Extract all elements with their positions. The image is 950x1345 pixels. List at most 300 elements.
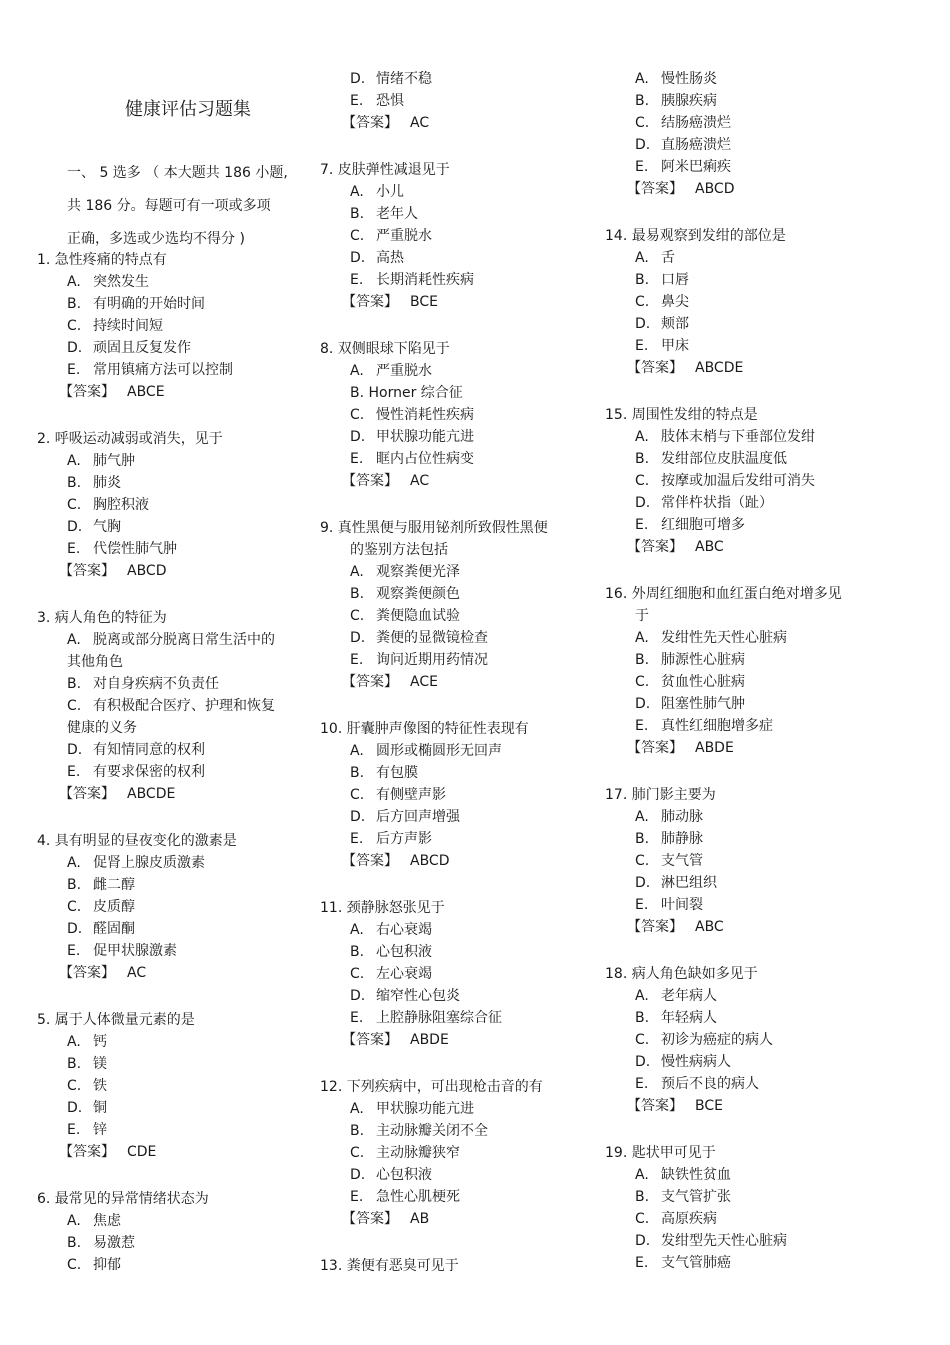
option-row xyxy=(635,694,745,714)
option-letter: D. xyxy=(635,316,651,332)
option-letter: C. xyxy=(635,674,650,690)
option-text: 有积极配合医疗、护理和恢复 xyxy=(93,698,275,714)
question-stem: 1. 急性疼痛的特点有 xyxy=(37,252,167,268)
option-text: 小儿 xyxy=(376,184,404,200)
option-letter: C. xyxy=(635,1032,650,1048)
option-row xyxy=(635,672,745,692)
option-text: 直肠癌溃烂 xyxy=(661,137,731,153)
option-text: 鼻尖 xyxy=(661,294,689,310)
option-text: 甲状腺功能亢进 xyxy=(376,1101,474,1117)
option-letter: D. xyxy=(67,340,83,356)
option-letter: A. xyxy=(350,363,364,379)
option-row xyxy=(67,316,163,336)
option-letter: B. xyxy=(67,1056,82,1072)
answer-row xyxy=(627,917,724,937)
option-text: 观察粪便颜色 xyxy=(376,586,460,602)
option-text: 预后不良的病人 xyxy=(661,1076,759,1092)
option-text: 代偿性肺气肿 xyxy=(93,541,177,557)
answer-tag: 【答案】 xyxy=(59,965,115,981)
option-row xyxy=(635,650,745,670)
option-row xyxy=(635,986,717,1006)
option-row xyxy=(635,1030,773,1050)
option-letter: A. xyxy=(635,71,649,87)
option-row xyxy=(350,584,460,604)
answer-value: ABDE xyxy=(695,740,734,756)
option-text: 抑郁 xyxy=(93,1257,121,1273)
option-text: 粪便的显微镜检查 xyxy=(376,630,488,646)
option-letter: E. xyxy=(67,362,81,378)
option-text: 肺源性心脏病 xyxy=(661,652,745,668)
section-header-line-1: 一、 5 选多 （ 本大题共 186 小题, xyxy=(67,165,288,181)
answer-value: AC xyxy=(410,473,430,489)
option-letter: E. xyxy=(350,93,364,109)
answer-tag: 【答案】 xyxy=(342,1211,398,1227)
option-row xyxy=(635,248,675,268)
option-letter: A. xyxy=(635,809,649,825)
answer-row xyxy=(59,1142,156,1162)
option-text: 急性心肌梗死 xyxy=(376,1189,460,1205)
option-text: 严重脱水 xyxy=(376,363,432,379)
option-text: 醛固酮 xyxy=(93,921,135,937)
option-row xyxy=(635,493,773,513)
option-row xyxy=(67,473,121,493)
option-text: 主动脉瓣狭窄 xyxy=(376,1145,460,1161)
answer-value: ABCE xyxy=(127,384,165,400)
option-text: 有侧壁声影 xyxy=(376,787,446,803)
option-text: 镁 xyxy=(93,1056,107,1072)
option-row xyxy=(350,361,432,381)
option-letter: E. xyxy=(635,159,649,175)
answer-value: BCE xyxy=(695,1098,723,1114)
option-row xyxy=(350,405,474,425)
option-row xyxy=(67,1211,121,1231)
answer-tag: 【答案】 xyxy=(342,674,398,690)
page-title: 健康评估习题集 xyxy=(125,99,251,120)
option-row xyxy=(67,853,205,873)
option-row xyxy=(350,226,432,246)
option-letter: D. xyxy=(350,429,366,445)
option-text: 发绀部位皮肤温度低 xyxy=(661,451,787,467)
option-letter: C. xyxy=(350,228,365,244)
option-row xyxy=(635,716,773,736)
answer-row xyxy=(342,1030,449,1050)
option-row xyxy=(635,449,787,469)
question-stem: 19. 匙状甲可见于 xyxy=(605,1145,716,1161)
option-row xyxy=(635,895,703,915)
answer-tag: 【答案】 xyxy=(627,1098,683,1114)
option-text: 焦虑 xyxy=(93,1213,121,1229)
option-text: 肺气肿 xyxy=(93,453,135,469)
question-stem: 18. 病人角色缺如多见于 xyxy=(605,966,758,982)
option-text: 右心衰竭 xyxy=(376,922,432,938)
option-text: 发绀性先天性心脏病 xyxy=(661,630,787,646)
option-row xyxy=(350,1008,502,1028)
option-row xyxy=(67,1032,107,1052)
option-text: 初诊为癌症的病人 xyxy=(661,1032,773,1048)
option-text: 慢性肠炎 xyxy=(661,71,717,87)
option-row xyxy=(350,829,432,849)
option-letter: C. xyxy=(635,115,650,131)
option-letter: E. xyxy=(635,1076,649,1092)
option-row xyxy=(635,807,703,827)
option-row xyxy=(67,652,123,672)
option-text: 支气管肺癌 xyxy=(661,1255,731,1271)
option-text: 后方回声增强 xyxy=(376,809,460,825)
answer-tag: 【答案】 xyxy=(59,384,115,400)
option-row xyxy=(635,515,745,535)
option-row xyxy=(67,360,233,380)
option-text: 慢性病病人 xyxy=(661,1054,731,1070)
option-text: 上腔静脉阻塞综合征 xyxy=(376,1010,502,1026)
option-row xyxy=(67,451,135,471)
option-row xyxy=(350,986,460,1006)
option-text: 锌 xyxy=(93,1122,107,1138)
option-letter: D. xyxy=(350,809,366,825)
option-letter: B. xyxy=(67,1235,82,1251)
option-row xyxy=(67,1098,107,1118)
option-text: 年轻病人 xyxy=(661,1010,717,1026)
option-row xyxy=(635,471,815,491)
answer-row xyxy=(342,851,450,871)
answer-tag: 【答案】 xyxy=(342,115,398,131)
option-letter: B. xyxy=(635,1010,650,1026)
option-letter: C. xyxy=(635,294,650,310)
option-letter: E. xyxy=(67,1122,81,1138)
option-text: 支气管扩张 xyxy=(661,1189,731,1205)
question-stem: 15. 周围性发绀的特点是 xyxy=(605,407,758,423)
option-text: 钙 xyxy=(93,1034,107,1050)
option-row xyxy=(67,875,135,895)
option-letter: A. xyxy=(635,429,649,445)
option-text: 促甲状腺激素 xyxy=(93,943,177,959)
option-row xyxy=(350,383,463,403)
option-letter: C. xyxy=(67,698,82,714)
option-text: 颊部 xyxy=(661,316,689,332)
option-row xyxy=(350,1099,474,1119)
option-letter: D. xyxy=(350,1167,366,1183)
option-row xyxy=(350,1187,460,1207)
option-letter: B. xyxy=(350,765,365,781)
answer-value: BCE xyxy=(410,294,438,310)
option-row xyxy=(350,1165,432,1185)
option-letter: C. xyxy=(350,1145,365,1161)
option-text: B. Horner 综合征 xyxy=(350,385,463,401)
option-row xyxy=(350,449,474,469)
option-text: 主动脉瓣关闭不全 xyxy=(376,1123,488,1139)
option-row xyxy=(67,718,137,738)
option-letter: B. xyxy=(635,272,650,288)
question-stem: 6. 最常见的异常情绪状态为 xyxy=(37,1191,209,1207)
option-text: 肺动脉 xyxy=(661,809,703,825)
answer-tag: 【答案】 xyxy=(342,473,398,489)
answer-value: ABCDE xyxy=(695,360,744,376)
option-row xyxy=(350,270,474,290)
option-row xyxy=(635,157,731,177)
option-letter: A. xyxy=(635,988,649,1004)
option-row xyxy=(350,628,488,648)
option-row xyxy=(67,1120,107,1140)
option-row xyxy=(635,829,703,849)
option-row xyxy=(635,628,787,648)
option-text: 支气管 xyxy=(661,853,703,869)
option-letter: B. xyxy=(67,877,82,893)
option-row xyxy=(67,338,191,358)
option-letter: C. xyxy=(635,853,650,869)
option-letter: E. xyxy=(635,1255,649,1271)
option-row xyxy=(635,91,717,111)
answer-tag: 【答案】 xyxy=(59,563,115,579)
option-letter: E. xyxy=(350,1010,364,1026)
option-letter: D. xyxy=(635,495,651,511)
option-row xyxy=(350,942,432,962)
question-stem: 14. 最易观察到发绀的部位是 xyxy=(605,228,786,244)
option-letter: A. xyxy=(350,922,364,938)
option-letter: E. xyxy=(67,943,81,959)
option-row xyxy=(67,272,149,292)
section-header-line-2: 共 186 分。每题可有一项或多项 xyxy=(67,198,271,214)
option-letter: E. xyxy=(350,652,364,668)
option-text: 脱离或部分脱离日常生活中的 xyxy=(93,632,275,648)
option-text: 雌二醇 xyxy=(93,877,135,893)
option-text: 情绪不稳 xyxy=(376,71,432,87)
answer-value: CDE xyxy=(127,1144,157,1160)
option-row xyxy=(635,1165,731,1185)
answer-value: ABC xyxy=(695,539,724,555)
option-text: 红细胞可增多 xyxy=(661,517,745,533)
option-letter: A. xyxy=(635,1167,649,1183)
option-row xyxy=(67,740,205,760)
option-row xyxy=(67,495,149,515)
option-text: 询问近期用药情况 xyxy=(376,652,488,668)
answer-row xyxy=(627,537,724,557)
option-letter: A. xyxy=(350,184,364,200)
option-text: 长期消耗性疾病 xyxy=(376,272,474,288)
answer-row xyxy=(59,561,167,581)
option-letter: D. xyxy=(67,921,83,937)
option-text: 胰腺疾病 xyxy=(661,93,717,109)
option-letter: A. xyxy=(67,855,81,871)
option-text: 甲床 xyxy=(661,338,689,354)
answer-tag: 【答案】 xyxy=(627,919,683,935)
option-letter: E. xyxy=(67,541,81,557)
option-text: 后方声影 xyxy=(376,831,432,847)
option-letter: C. xyxy=(67,497,82,513)
option-text: 叶间裂 xyxy=(661,897,703,913)
answer-row xyxy=(342,113,429,133)
option-letter: B. xyxy=(635,831,650,847)
option-text: 有包膜 xyxy=(376,765,418,781)
option-letter: C. xyxy=(67,318,82,334)
option-row xyxy=(67,941,177,961)
option-row xyxy=(350,606,460,626)
answer-row xyxy=(59,784,175,804)
option-row xyxy=(350,920,432,940)
option-text: 铁 xyxy=(93,1078,107,1094)
option-letter: E. xyxy=(350,831,364,847)
option-text: 易激惹 xyxy=(93,1235,135,1251)
option-letter: D. xyxy=(635,1233,651,1249)
option-letter: B. xyxy=(67,676,82,692)
question-stem: 16. 外周红细胞和血红蛋白绝对增多见 xyxy=(605,586,842,602)
option-text: 有明确的开始时间 xyxy=(93,296,205,312)
option-text: 肺静脉 xyxy=(661,831,703,847)
option-letter: A. xyxy=(67,632,81,648)
option-row xyxy=(350,248,404,268)
option-letter: D. xyxy=(635,1054,651,1070)
option-text: 心包积液 xyxy=(376,1167,432,1183)
option-text: 常伴杵状指（趾） xyxy=(661,495,773,511)
answer-row xyxy=(627,179,735,199)
option-letter: D. xyxy=(67,742,83,758)
answer-value: AC xyxy=(127,965,147,981)
option-text: 皮质醇 xyxy=(93,899,135,915)
answer-value: ACE xyxy=(410,674,438,690)
option-letter: E. xyxy=(635,338,649,354)
option-letter: C. xyxy=(67,1257,82,1273)
option-letter: D. xyxy=(350,250,366,266)
option-letter: E. xyxy=(635,897,649,913)
option-text: 常用镇痛方法可以控制 xyxy=(93,362,233,378)
option-row xyxy=(635,135,731,155)
option-row xyxy=(635,1253,731,1273)
answer-value: ABCD xyxy=(695,181,735,197)
answer-tag: 【答案】 xyxy=(342,1032,398,1048)
answer-value: ABCD xyxy=(127,563,167,579)
option-row xyxy=(350,91,404,111)
option-letter: E. xyxy=(350,451,364,467)
question-stem: 4. 具有明显的昼夜变化的激素是 xyxy=(37,833,237,849)
answer-row xyxy=(627,738,734,758)
option-text: 发绀型先天性心脏病 xyxy=(661,1233,787,1249)
option-letter: B. xyxy=(635,1189,650,1205)
option-row xyxy=(350,763,418,783)
answer-tag: 【答案】 xyxy=(627,360,683,376)
option-letter: B. xyxy=(350,206,365,222)
option-letter: D. xyxy=(635,696,651,712)
option-row xyxy=(67,1255,121,1275)
option-row xyxy=(67,762,205,782)
answer-row xyxy=(342,672,438,692)
option-letter: A. xyxy=(67,1034,81,1050)
answer-tag: 【答案】 xyxy=(59,1144,115,1160)
option-letter: E. xyxy=(635,718,649,734)
answer-value: AB xyxy=(410,1211,430,1227)
answer-row xyxy=(342,1209,429,1229)
question-stem-cont: 于 xyxy=(635,608,649,624)
option-letter: D. xyxy=(635,875,651,891)
answer-row xyxy=(627,1096,723,1116)
option-text: 肺炎 xyxy=(93,475,121,491)
answer-row xyxy=(59,963,146,983)
option-row xyxy=(635,1008,717,1028)
option-letter: A. xyxy=(635,250,649,266)
option-text: 阻塞性肺气肿 xyxy=(661,696,745,712)
option-letter: B. xyxy=(67,475,82,491)
option-letter: B. xyxy=(350,944,365,960)
option-row xyxy=(350,650,488,670)
option-text: 老年病人 xyxy=(661,988,717,1004)
option-letter: A. xyxy=(635,630,649,646)
option-row xyxy=(350,807,460,827)
option-letter: C. xyxy=(350,608,365,624)
option-row xyxy=(635,292,689,312)
option-text: 甲状腺功能亢进 xyxy=(376,429,474,445)
option-text: 慢性消耗性疾病 xyxy=(376,407,474,423)
option-letter: D. xyxy=(67,519,83,535)
option-row xyxy=(350,741,502,761)
option-row xyxy=(67,1076,107,1096)
answer-row xyxy=(342,292,438,312)
answer-tag: 【答案】 xyxy=(342,294,398,310)
option-text: 眶内占位性病变 xyxy=(376,451,474,467)
option-text: 观察粪便光泽 xyxy=(376,564,460,580)
option-text: 缩窄性心包炎 xyxy=(376,988,460,1004)
option-row xyxy=(350,964,432,984)
option-letter: B. xyxy=(635,652,650,668)
question-stem: 5. 属于人体微量元素的是 xyxy=(37,1012,195,1028)
option-text: 有要求保密的权利 xyxy=(93,764,205,780)
option-row xyxy=(67,517,121,537)
answer-tag: 【答案】 xyxy=(342,853,398,869)
option-text: 高原疾病 xyxy=(661,1211,717,1227)
option-letter: C. xyxy=(67,899,82,915)
option-text: 持续时间短 xyxy=(93,318,163,334)
option-text: 心包积液 xyxy=(376,944,432,960)
option-row xyxy=(635,1209,717,1229)
option-text: 高热 xyxy=(376,250,404,266)
option-text: 其他角色 xyxy=(67,654,123,670)
option-text: 气胸 xyxy=(93,519,121,535)
option-letter: E. xyxy=(350,272,364,288)
option-text: 突然发生 xyxy=(93,274,149,290)
option-text: 淋巴组织 xyxy=(661,875,717,891)
question-stem: 9. 真性黑便与服用铋剂所致假性黑便 xyxy=(320,520,548,536)
option-row xyxy=(350,427,474,447)
option-letter: C. xyxy=(67,1078,82,1094)
option-row xyxy=(67,696,275,716)
option-letter: C. xyxy=(635,473,650,489)
option-text: 真性红细胞增多症 xyxy=(661,718,773,734)
option-letter: C. xyxy=(635,1211,650,1227)
option-row xyxy=(635,69,717,89)
answer-tag: 【答案】 xyxy=(627,181,683,197)
option-letter: C. xyxy=(350,966,365,982)
option-row xyxy=(635,1231,787,1251)
option-row xyxy=(350,785,446,805)
answer-row xyxy=(627,358,743,378)
answer-tag: 【答案】 xyxy=(627,539,683,555)
question-stem: 8. 双侧眼球下陷见于 xyxy=(320,341,450,357)
option-letter: A. xyxy=(350,1101,364,1117)
option-letter: E. xyxy=(350,1189,364,1205)
option-letter: A. xyxy=(67,274,81,290)
answer-value: ABDE xyxy=(410,1032,449,1048)
question-stem-cont: 的鉴别方法包括 xyxy=(350,542,448,558)
option-row xyxy=(635,1074,759,1094)
option-letter: A. xyxy=(350,564,364,580)
option-row xyxy=(635,427,815,447)
option-letter: B. xyxy=(67,296,82,312)
answer-value: ABCD xyxy=(410,853,450,869)
option-text: 左心衰竭 xyxy=(376,966,432,982)
option-letter: D. xyxy=(67,1100,83,1116)
option-row xyxy=(67,1054,107,1074)
option-text: 铜 xyxy=(93,1100,107,1116)
question-stem: 11. 颈静脉怒张见于 xyxy=(320,900,445,916)
answer-tag: 【答案】 xyxy=(59,786,115,802)
option-row xyxy=(67,897,135,917)
option-row xyxy=(635,1052,731,1072)
